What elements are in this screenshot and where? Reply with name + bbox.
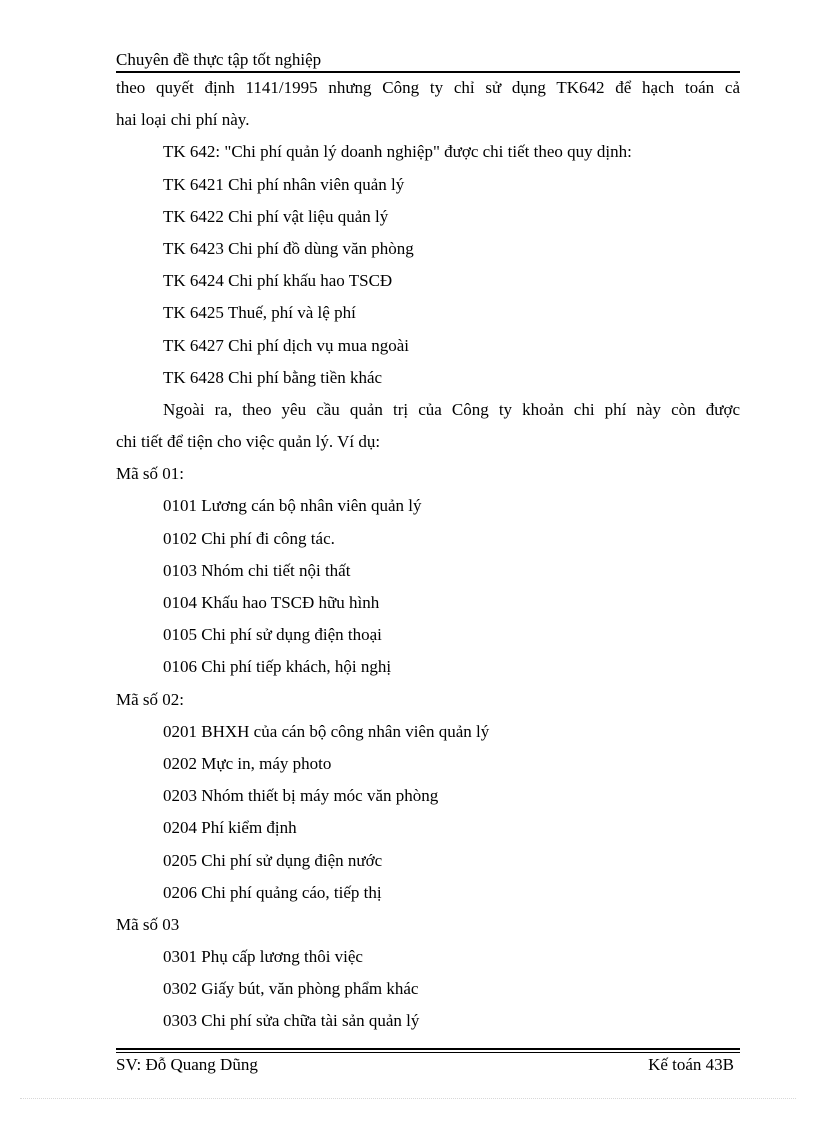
page-bottom-edge xyxy=(20,1098,796,1099)
code-item: 0202 Mực in, máy photo xyxy=(163,753,332,773)
account-item: TK 6422 Chi phí vật liệu quản lý xyxy=(163,206,389,226)
code-group-heading: Mã số 03 xyxy=(116,914,180,934)
footer-rule-thin xyxy=(116,1052,740,1053)
paragraph-line: Ngoài ra, theo yêu cầu quản trị của Công ty khoản chi phí này còn được xyxy=(163,399,740,419)
code-group-heading: Mã số 01: xyxy=(116,464,184,484)
code-group-heading: Mã số 02: xyxy=(116,689,184,709)
code-item: 0203 Nhóm thiết bị máy móc văn phòng xyxy=(163,786,439,806)
paragraph-line: theo quyết định 1141/1995 nhưng Công ty chỉ sử dụng TK642 để hạch toán cả xyxy=(116,78,740,97)
paragraph-line: chi tiết để tiện cho việc quản lý. Ví dụ: xyxy=(116,432,381,452)
account-item: TK 6424 Chi phí khấu hao TSCĐ xyxy=(163,271,393,291)
footer-class-name: Kế toán 43B xyxy=(648,1055,734,1074)
account-item: TK 6421 Chi phí nhân viên quản lý xyxy=(163,174,405,194)
account-item: TK 6423 Chi phí đồ dùng văn phòng xyxy=(163,238,414,258)
paragraph-line: hai loại chi phí này. xyxy=(116,110,250,130)
account-item: TK 6428 Chi phí bằng tiền khác xyxy=(163,367,383,387)
code-item: 0201 BHXH của cán bộ công nhân viên quản lý xyxy=(163,721,490,741)
code-item: 0106 Chi phí tiếp khách, hội nghị xyxy=(163,657,392,677)
page-header-title: Chuyên đề thực tập tốt nghiệp xyxy=(116,50,322,69)
code-item: 0102 Chi phí đi công tác. xyxy=(163,528,335,548)
code-item: 0103 Nhóm chi tiết nội thất xyxy=(163,560,351,580)
account-item: TK 6425 Thuế, phí và lệ phí xyxy=(163,303,356,323)
code-item: 0105 Chi phí sử dụng điện thoại xyxy=(163,625,382,645)
footer-student-name: SV: Đỗ Quang Dũng xyxy=(116,1055,258,1074)
code-item: 0301 Phụ cấp lương thôi việc xyxy=(163,947,363,967)
code-item: 0303 Chi phí sửa chữa tài sản quản lý xyxy=(163,1011,420,1031)
code-item: 0206 Chi phí quảng cáo, tiếp thị xyxy=(163,882,382,902)
document-body xyxy=(116,72,740,1038)
footer-rule-thick xyxy=(116,1048,740,1050)
code-item: 0101 Lương cán bộ nhân viên quản lý xyxy=(163,496,422,516)
code-item: 0302 Giấy bút, văn phòng phẩm khác xyxy=(163,979,419,999)
account-intro-line: TK 642: "Chi phí quản lý doanh nghiệp" được chi tiết theo quy dịnh: xyxy=(163,142,632,162)
code-item: 0104 Khấu hao TSCĐ hữu hình xyxy=(163,593,380,612)
code-item: 0204 Phí kiểm định xyxy=(163,818,297,838)
code-item: 0205 Chi phí sử dụng điện nước xyxy=(163,850,383,870)
account-item: TK 6427 Chi phí dịch vụ mua ngoài xyxy=(163,335,410,355)
